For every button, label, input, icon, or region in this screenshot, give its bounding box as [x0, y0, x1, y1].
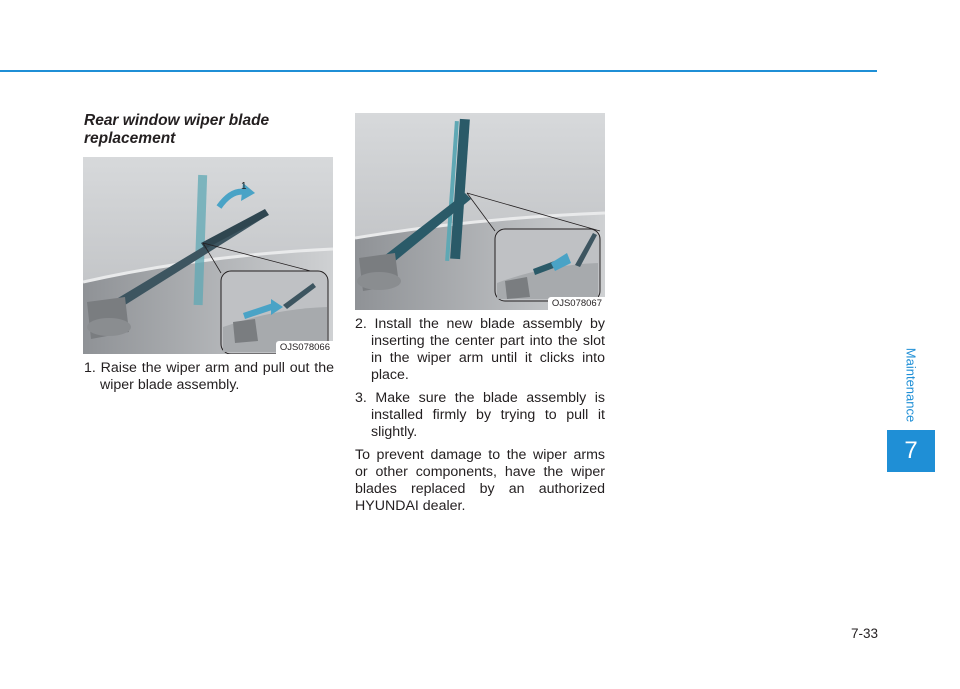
step-1: 1. Raise the wiper arm and pull out the wiper blade assembly.: [84, 360, 334, 393]
page-number: 7-33: [850, 626, 878, 641]
right-column-text: [355, 316, 605, 515]
chapter-label-text: Maintenance: [903, 347, 919, 423]
header-rule: [0, 70, 877, 72]
chapter-label: [897, 340, 925, 430]
left-column-text: [84, 360, 334, 400]
figure-callout-number: 1: [241, 181, 247, 192]
wiper-arm-raised-illustration: [83, 157, 333, 354]
step-2: 2. Install the new blade assembly by inserting the center part into the slot in the wiper arm until it clicks into place.: [355, 316, 605, 383]
dealer-note: To prevent damage to the wiper arms or other components, have the wiper blades replaced by an authorized HYUNDAI dealer.: [355, 447, 605, 514]
step-3: 3. Make sure the blade assembly is installed firmly by trying to pull it slightly.: [355, 390, 605, 440]
blade-installation-illustration: [355, 113, 605, 310]
figure-code: OJS078067: [548, 297, 605, 310]
figure-code: OJS078066: [276, 341, 333, 354]
chapter-tab: 7: [887, 430, 935, 472]
figure-install-blade: [355, 113, 605, 310]
figure-raise-wiper-arm: [83, 157, 333, 354]
section-title: Rear window wiper blade replacement: [84, 112, 270, 147]
